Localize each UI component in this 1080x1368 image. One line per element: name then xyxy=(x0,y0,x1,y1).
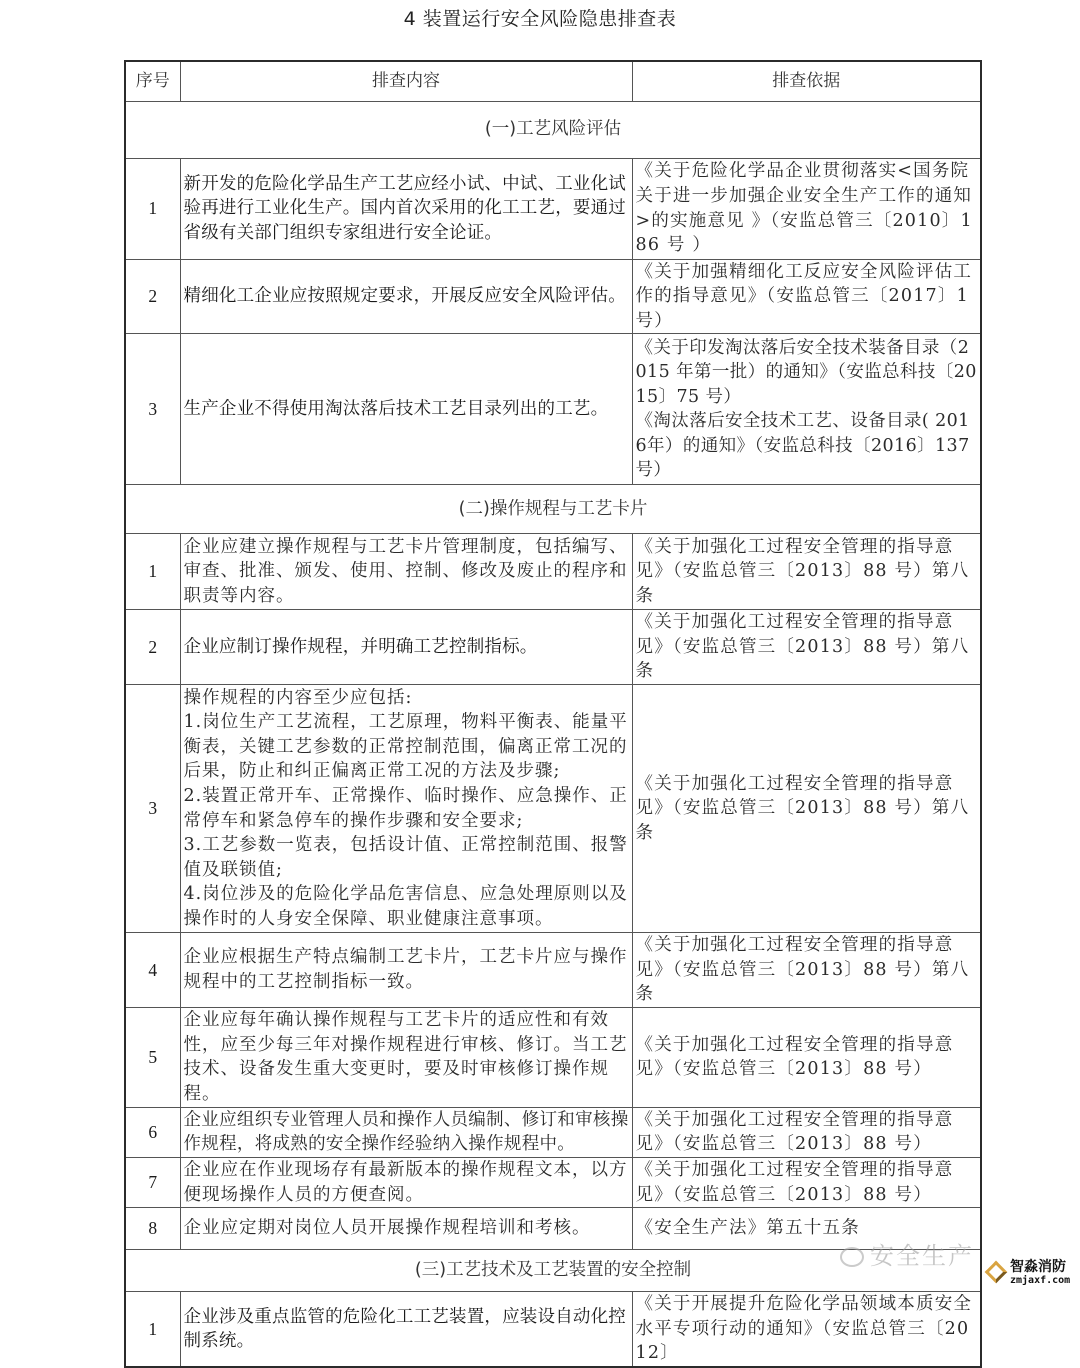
row-content: 新开发的危险化学品生产工艺应经小试、中试、工业化试验再进行工业化生产。国内首次采用的化工工艺，要通过省级有关部门组织专家组进行安全论证。 xyxy=(180,158,632,259)
section-row xyxy=(125,485,981,534)
table-row xyxy=(125,1158,981,1208)
row-content: 企业应在作业现场存有最新版本的操作规程文本，以方便现场操作人员的方便查阅。 xyxy=(180,1158,632,1208)
row-basis: 《关于加强化工过程安全管理的指导意见》（安监总管三〔2013〕88 号） xyxy=(632,1107,981,1157)
header-content: 排查内容 xyxy=(180,61,632,101)
table-row xyxy=(125,534,981,610)
logo-diamond-icon xyxy=(985,1261,1008,1284)
row-number: 1 xyxy=(125,1292,180,1367)
row-content: 企业应组织专业管理人员和操作人员编制、修订和审核操作规程，将成熟的安全操作经验纳入操作规程中。 xyxy=(180,1107,632,1157)
table-row xyxy=(125,1208,981,1250)
table-row xyxy=(125,1007,981,1107)
table-row xyxy=(125,933,981,1008)
row-basis: 《关于加强化工过程安全管理的指导意见》（安监总管三〔2013〕88 号） xyxy=(632,1158,981,1208)
section-title: (二)操作规程与工艺卡片 xyxy=(125,485,981,534)
row-content: 企业应定期对岗位人员开展操作规程培训和考核。 xyxy=(180,1208,632,1250)
row-basis: 《关于加强化工过程安全管理的指导意见》（安监总管三〔2013〕88 号） xyxy=(632,1007,981,1107)
row-content: 企业应建立操作规程与工艺卡片管理制度，包括编写、审查、批准、颁发、使用、控制、修改及废止的程序和职责等内容。 xyxy=(180,534,632,610)
row-content: 企业涉及重点监管的危险化工工艺装置，应装设自动化控制系统。 xyxy=(180,1292,632,1367)
row-basis: 《关于危险化学品企业贯彻落实<国务院关于进一步加强企业安全生产工作的通知>的实施意见 》（安监总管三〔2010〕186 号 ） xyxy=(632,158,981,259)
row-number: 1 xyxy=(125,534,180,610)
row-basis: 《关于加强化工过程安全管理的指导意见》（安监总管三〔2013〕88 号）第八条 xyxy=(632,685,981,933)
header-number: 序号 xyxy=(125,61,180,101)
section-title: (三)工艺技术及工艺装置的安全控制 xyxy=(125,1250,981,1292)
row-number: 1 xyxy=(125,158,180,259)
row-content: 操作规程的内容至少应包括: 1.岗位生产工艺流程，工艺原理，物料平衡表、能量平衡表，关键工艺参数的正常控制范围，偏离正常工况的后果，防止和纠正偏离正常工况的方法及步骤; 2.装置正常开车、正常操作、临时操作、应急操作、正常停车和紧急停车的操作步骤和安全要求; 3.工艺参数一览表，包括设计值、正常控制范围、报警值及联锁值; 4.岗位涉及的危险化学品危害信息、应急处理原则以及操作时的人身安全保障、职业健康注意事项。 xyxy=(180,685,632,933)
site-logo xyxy=(988,1256,1080,1292)
row-number: 3 xyxy=(125,685,180,933)
row-basis: 《关于加强精细化工反应安全风险评估工作的指导意见》（安监总管三〔2017〕1号） xyxy=(632,259,981,334)
row-basis: 《关于加强化工过程安全管理的指导意见》（安监总管三〔2013〕88 号）第八条 xyxy=(632,933,981,1008)
hazard-check-table xyxy=(124,60,982,1368)
table-row xyxy=(125,158,981,259)
section-row xyxy=(125,1250,981,1292)
row-number: 3 xyxy=(125,334,180,485)
table-row xyxy=(125,685,981,933)
row-content: 企业应根据生产特点编制工艺卡片，工艺卡片应与操作规程中的工艺控制指标一致。 xyxy=(180,933,632,1008)
header-basis: 排查依据 xyxy=(632,61,981,101)
row-content: 企业应制订操作规程，并明确工艺控制指标。 xyxy=(180,610,632,685)
row-number: 2 xyxy=(125,259,180,334)
row-number: 4 xyxy=(125,933,180,1008)
row-basis: 《关于印发淘汰落后安全技术装备目录（2015 年第一批）的通知》（安监总科技〔2015〕75 号） 《淘汰落后安全技术工艺、设备目录( 2016年）的通知》（安监总科技〔2016〕137号） xyxy=(632,334,981,485)
row-basis: 《关于加强化工过程安全管理的指导意见》（安监总管三〔2013〕88 号）第八条 xyxy=(632,534,981,610)
table-row xyxy=(125,1107,981,1157)
table-row xyxy=(125,610,981,685)
row-number: 7 xyxy=(125,1158,180,1208)
row-basis: 《关于加强化工过程安全管理的指导意见》（安监总管三〔2013〕88 号）第八条 xyxy=(632,610,981,685)
watermark-text: 安全生产 xyxy=(870,1242,974,1270)
logo-domain: zmjaxf.com xyxy=(1010,1275,1071,1286)
header-row xyxy=(125,61,981,101)
section-title: (一)工艺风险评估 xyxy=(125,101,981,158)
row-number: 2 xyxy=(125,610,180,685)
row-number: 5 xyxy=(125,1007,180,1107)
row-number: 8 xyxy=(125,1208,180,1250)
row-content: 精细化工企业应按照规定要求，开展反应安全风险评估。 xyxy=(180,259,632,334)
row-content: 企业应每年确认操作规程与工艺卡片的适应性和有效性，应至少每三年对操作规程进行审核、修订。当工艺技术、设备发生重大变更时，要及时审核修订操作规程。 xyxy=(180,1007,632,1107)
table-row xyxy=(125,334,981,485)
row-basis: 《关于开展提升危险化学品领域本质安全水平专项行动的通知》（安监总管三〔2012〕 xyxy=(632,1292,981,1367)
row-content: 生产企业不得使用淘汰落后技术工艺目录列出的工艺。 xyxy=(180,334,632,485)
table-row xyxy=(125,1292,981,1367)
row-number: 6 xyxy=(125,1107,180,1157)
document-title: 4 装置运行安全风险隐患排查表 xyxy=(403,8,677,30)
table-row xyxy=(125,259,981,334)
logo-chinese-name: 智淼消防 xyxy=(1010,1259,1066,1275)
row-basis: 《安全生产法》第五十五条 xyxy=(632,1208,981,1250)
section-row xyxy=(125,101,981,158)
